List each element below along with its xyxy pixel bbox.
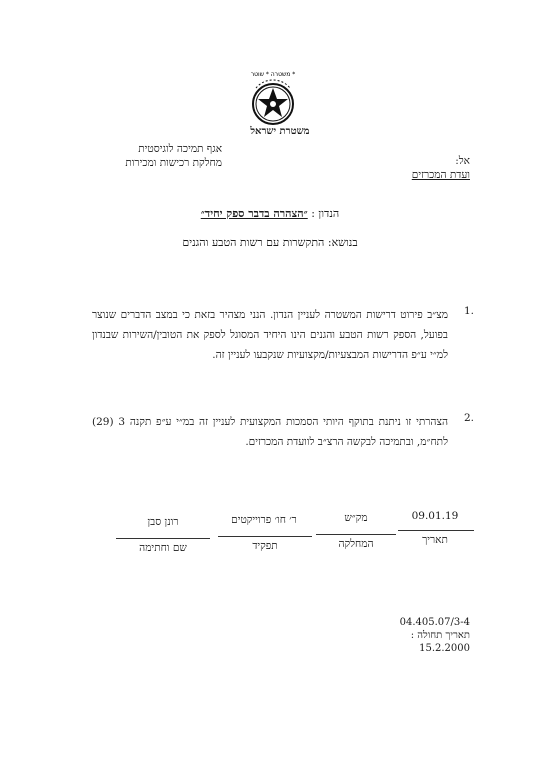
paragraph-1: מצ״ב פירוט דרישות המשטרה לעניין הנדון. הנני מצהיר בזאת כי במצב הדברים שנוצר בפועל, הספק רשות הטבע והגנים הינו היחיד המסוגל לספק את הטובין/השירות שבנדון למ״י ע״פ הדרישות המבצעיות/מקצועיות שנקבעו לעניין זה. (92, 309, 448, 361)
signature-date-label: תאריך (422, 534, 448, 546)
document-footer (360, 616, 470, 655)
sender-department: מחלקת רכישות ומכירות (125, 157, 222, 169)
sender-block (92, 142, 222, 170)
subject-label: הנדון : (311, 207, 340, 220)
signature-department-value: מק״ש (344, 512, 368, 524)
signature-name-label: שם וחתימה (139, 542, 187, 554)
signature-date-value: 09.01.19 (411, 510, 459, 522)
sender-division: אגף תמיכה לוגיסטית (138, 143, 222, 155)
signature-role-value: ר׳ חו׳ פרוייקטים (231, 514, 297, 526)
signature-role-label: תפקיד (252, 540, 278, 552)
recipient-label: אל: (455, 155, 470, 167)
signature-role-line (218, 536, 312, 537)
signature-department-line (316, 534, 396, 535)
signature-name-value: רונן סבן (147, 516, 179, 528)
organization-name: משטרת ישראל (250, 126, 310, 137)
topic-line: בנושא: התקשרות עם רשות הטבע והגנים (182, 236, 358, 249)
emblem-motto: משטרה * שוטר * (250, 71, 296, 78)
paragraph-1-number: 1. (463, 305, 474, 317)
signature-name-line (116, 538, 210, 539)
paragraph-2: הצהרתי זו ניתנת בתוקף היותי הסמכות המקצועית לעניין זה במ״י ע״פ תקנה 3 (29) לתח״מ, ובתמיכה לבקשה הרצ״ב לוועדת המכרזים. (92, 416, 449, 448)
recipient-block (370, 154, 470, 182)
signature-date-line (398, 530, 474, 531)
effective-date: תאריך תחולה : 15.2.2000 (410, 630, 470, 654)
document-code: 04.405.07/3-4 (399, 617, 470, 628)
recipient-name: ועדת המכרזים (411, 169, 470, 181)
subject-title: ״הצהרה בדבר ספק יחיד״ (200, 207, 308, 220)
paragraph-2-number: 2. (463, 412, 474, 424)
subject-line (140, 207, 400, 220)
signature-department-label: המחלקה (338, 538, 374, 550)
